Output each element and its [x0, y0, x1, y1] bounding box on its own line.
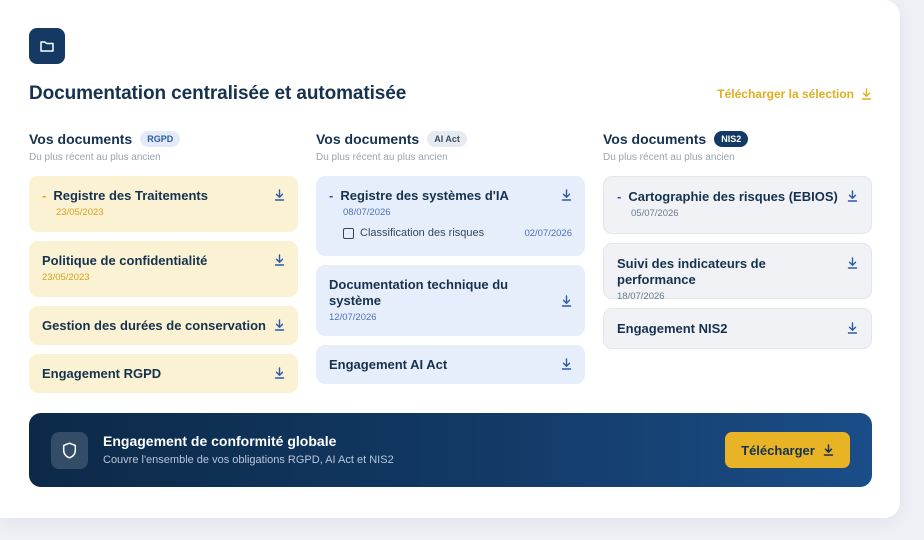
download-selection-button[interactable] [717, 87, 872, 101]
document-item-registre-systemes-ia[interactable]: - Registre des systèmes d'IA 08/07/2026 Classification des risques 02/07/2026 [316, 176, 585, 256]
document-name: Engagement RGPD [42, 366, 162, 381]
download-icon[interactable] [274, 367, 285, 379]
download-icon[interactable] [274, 189, 285, 201]
rgpd-badge: RGPD [140, 131, 180, 147]
banner-subtitle: Couvre l'ensemble de vos obligations RGPD, AI Act et NIS2 [103, 454, 394, 466]
select-checkbox[interactable] [343, 228, 354, 239]
document-date: 05/07/2026 [631, 208, 679, 219]
download-icon[interactable] [274, 319, 285, 331]
document-item-documentation-technique[interactable] [316, 265, 585, 336]
column-rgpd [29, 130, 298, 402]
document-item-engagement-nis2[interactable] [603, 308, 872, 349]
document-item-registre-traitements[interactable]: - Registre des Traitements 23/05/2023 [29, 176, 298, 232]
column-sort-hint: Du plus récent au plus ancien [603, 152, 735, 163]
column-title: Vos documents [29, 131, 133, 147]
document-item-cartographie-risques[interactable]: - Cartographie des risques (EBIOS) 05/07/2026 [603, 176, 872, 234]
download-icon [861, 88, 872, 100]
download-icon[interactable] [847, 257, 858, 269]
sub-document-classification-risques[interactable] [329, 227, 572, 239]
document-name: Engagement AI Act [329, 357, 448, 372]
download-icon[interactable] [274, 254, 285, 266]
sub-document-name: Classification des risques [360, 227, 485, 239]
document-item-durees-conservation[interactable] [29, 306, 298, 345]
sub-document-date: 02/07/2026 [524, 227, 572, 239]
document-name: Registre des Traitements [53, 188, 208, 203]
download-icon[interactable] [847, 322, 858, 334]
document-date: 23/05/2023 [42, 272, 90, 283]
download-icon[interactable] [561, 189, 572, 201]
banner-title: Engagement de conformité globale [103, 433, 337, 449]
column-ai-act [316, 130, 585, 393]
document-item-politique-confidentialite[interactable] [29, 241, 298, 297]
ai-act-badge: AI Act [427, 131, 467, 147]
column-sort-hint: Du plus récent au plus ancien [316, 152, 448, 163]
document-name: Engagement NIS2 [617, 321, 728, 336]
document-name: Gestion des durées de conservation [42, 318, 266, 333]
download-global-label: Télécharger [741, 442, 815, 458]
document-date: 18/07/2026 [617, 291, 665, 302]
shield-icon [62, 442, 77, 459]
document-name: Suivi des indicateurs de performance [617, 256, 766, 287]
folder-icon [39, 39, 55, 53]
download-icon[interactable] [847, 190, 858, 202]
document-name: Documentation technique du système [329, 277, 509, 308]
column-nis2 [603, 130, 872, 358]
document-date: 23/05/2023 [56, 207, 104, 218]
document-name: Registre des systèmes d'IA [340, 188, 509, 203]
shield-icon-tile [51, 432, 88, 469]
document-item-engagement-ai-act[interactable] [316, 345, 585, 384]
download-global-button[interactable] [725, 432, 850, 468]
document-date: 12/07/2026 [329, 312, 377, 323]
document-name: Politique de confidentialité [42, 253, 208, 268]
folder-icon-tile [29, 28, 65, 64]
download-icon[interactable] [561, 358, 572, 370]
download-selection-label: Télécharger la sélection [717, 87, 854, 101]
nis2-badge: NIS2 [714, 131, 748, 147]
document-item-engagement-rgpd[interactable] [29, 354, 298, 393]
download-icon [823, 444, 834, 456]
page-title: Documentation centralisée et automatisée [29, 83, 407, 104]
column-sort-hint: Du plus récent au plus ancien [29, 152, 161, 163]
column-title: Vos documents [316, 131, 420, 147]
download-icon[interactable] [561, 295, 572, 307]
document-item-suivi-indicateurs[interactable] [603, 243, 872, 302]
document-name: Cartographie des risques (EBIOS) [628, 189, 838, 204]
document-date: 08/07/2026 [343, 207, 391, 218]
column-title: Vos documents [603, 131, 707, 147]
global-compliance-banner [29, 413, 872, 487]
